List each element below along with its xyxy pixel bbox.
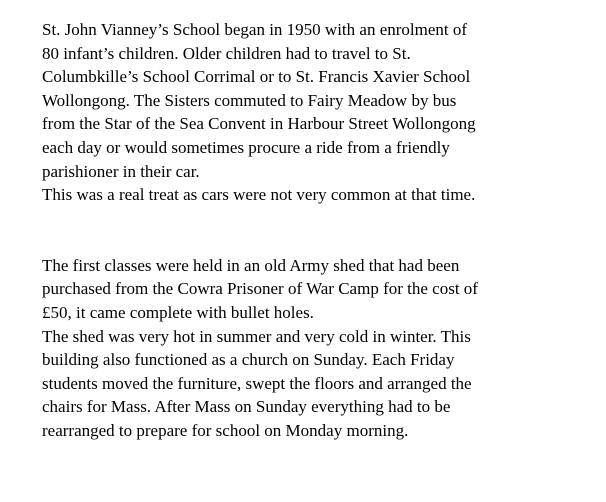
paragraph-school-beginnings: St. John Vianney’s School began in 1950 with an enrolment of 80 infant’s children. Older children had to travel to St. Columbkille’s School Corrimal or to St. Francis Xavier School Wollongong. The Sisters commuted to Fairy Meadow by bus from the Star of the Sea Convent in Harbour Street Wollongong each day or would sometimes procure a ride from a friendly parishioner in their car. This was a real treat as cars were not very common at that time. [42,20,476,205]
paragraph-first-classes: The first classes were held in an old Army shed that had been purchased from the Cowra Prisoner of War Camp for the cost of £50, it came complete with bullet holes. The shed was very hot in summer and very cold in winter. This building also functioned as a church on Sunday. Each Friday students moved the furniture, swept the floors and arranged the chairs for Mass. After Mass on Sunday everything had to be rearranged to prepare for school on Monday morning. [42,255,478,440]
paragraph-spacer [42,207,587,254]
document-body [42,18,587,443]
